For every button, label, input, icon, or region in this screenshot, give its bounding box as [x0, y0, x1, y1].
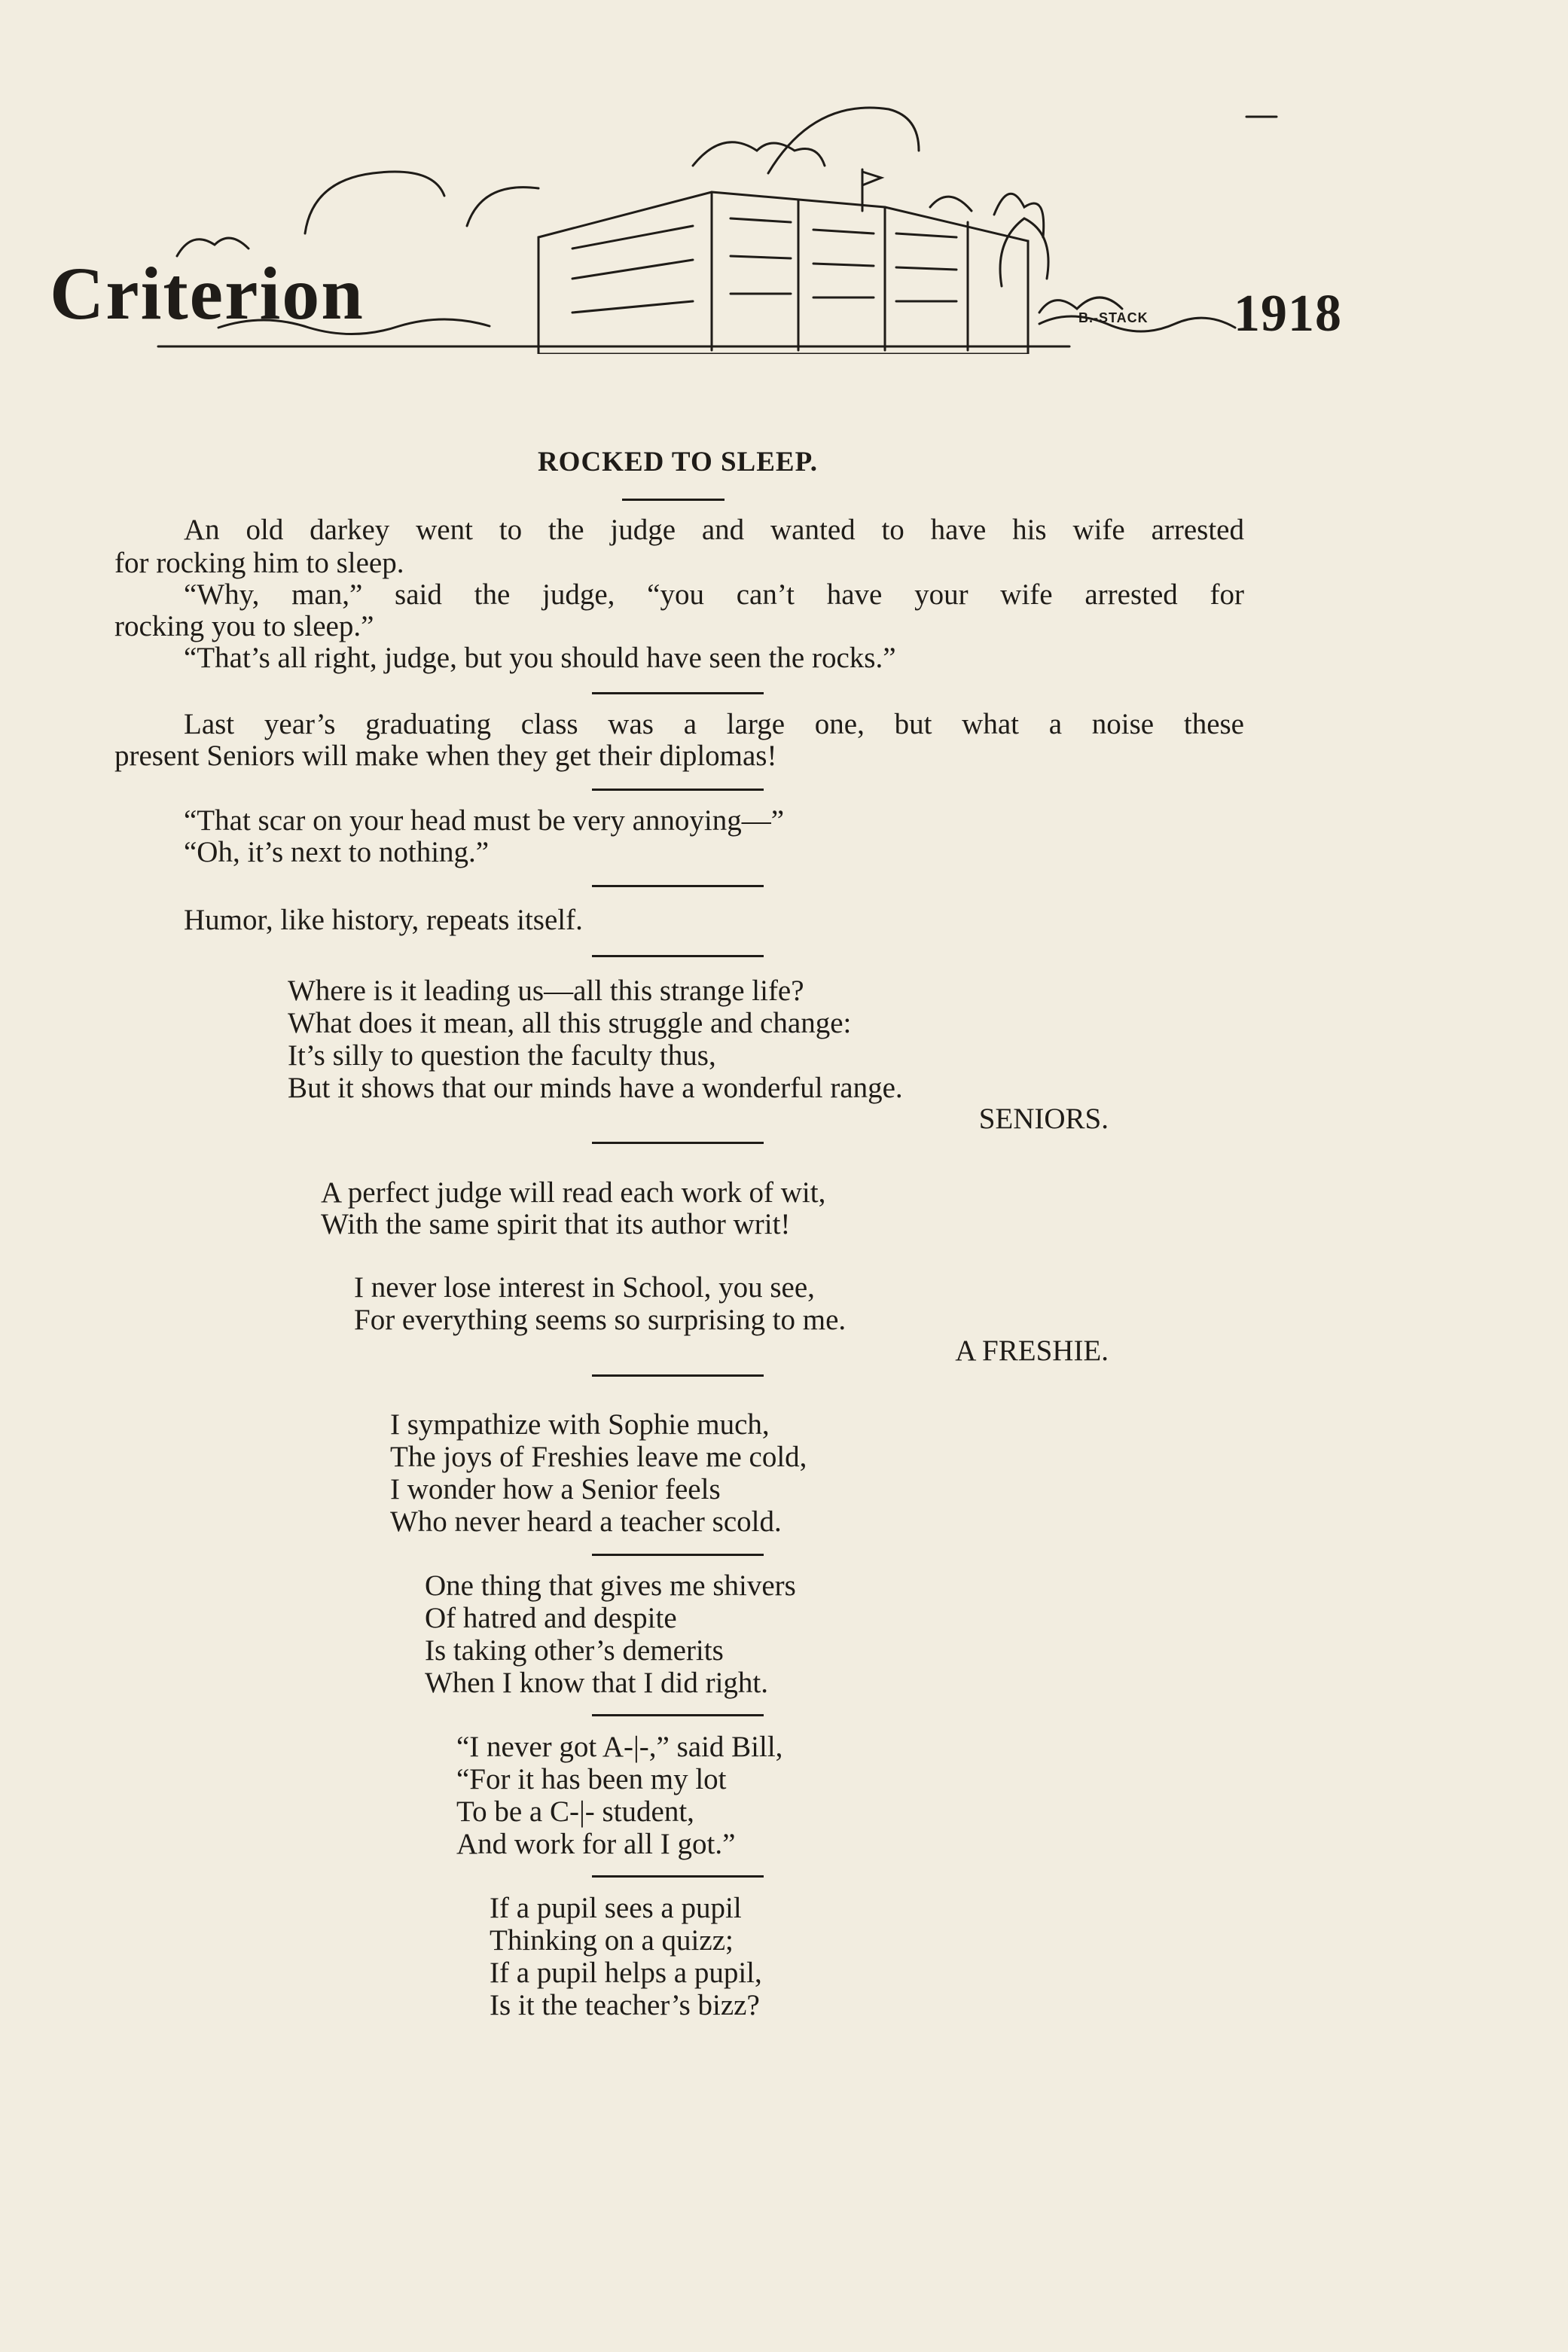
- divider: [592, 955, 764, 957]
- article-title: ROCKED TO SLEEP.: [537, 447, 819, 477]
- poem-line: Of hatred and despite: [425, 1602, 677, 1634]
- poem-line: “For it has been my lot: [456, 1763, 727, 1795]
- poem-line: A perfect judge will read each work of wit,: [321, 1176, 826, 1209]
- divider: [592, 692, 764, 694]
- poem-line: I never lose interest in School, you see,: [354, 1271, 815, 1304]
- masthead-title: Criterion: [50, 252, 365, 335]
- poem-line: Where is it leading us—all this strange life?: [288, 975, 804, 1007]
- poem-attribution: SENIORS.: [978, 1103, 1109, 1135]
- poem-line: But it shows that our minds have a wonderful range.: [288, 1072, 903, 1104]
- poem-line: It’s silly to question the faculty thus,: [288, 1039, 716, 1072]
- divider: [592, 1875, 764, 1878]
- divider: [592, 1142, 764, 1144]
- poem-line: The joys of Freshies leave me cold,: [390, 1441, 807, 1473]
- divider: [592, 1374, 764, 1377]
- poem-line: And work for all I got.”: [456, 1828, 736, 1860]
- divider: [622, 499, 725, 501]
- joke-line: “Oh, it’s next to nothing.”: [184, 836, 490, 868]
- poem-line: I sympathize with Sophie much,: [390, 1408, 770, 1441]
- poem-line: With the same spirit that its author writ!: [321, 1208, 791, 1240]
- article-line: An old darkey went to the judge and wanted to have his wife arrested: [184, 514, 1244, 546]
- article-line: “That’s all right, judge, but you should have seen the rocks.”: [184, 642, 896, 674]
- poem-line: I wonder how a Senior feels: [390, 1473, 721, 1505]
- masthead: [45, 98, 1342, 354]
- poem-line: For everything seems so surprising to me.: [354, 1304, 847, 1336]
- divider: [592, 885, 764, 887]
- joke-line: Last year’s graduating class was a large one, but what a noise these: [184, 708, 1244, 740]
- joke-line: Humor, like history, repeats itself.: [184, 904, 583, 936]
- poem-line: What does it mean, all this struggle and change:: [288, 1007, 852, 1039]
- article-line: for rocking him to sleep.: [114, 547, 404, 579]
- poem-line: If a pupil helps a pupil,: [490, 1957, 762, 1989]
- poem-line: If a pupil sees a pupil: [490, 1892, 742, 1924]
- joke-line: present Seniors will make when they get their diplomas!: [114, 740, 777, 772]
- poem-line: “I never got A-|-,” said Bill,: [456, 1731, 783, 1763]
- poem-line: Who never heard a teacher scold.: [390, 1505, 782, 1538]
- poem-attribution: A FRESHIE.: [955, 1335, 1109, 1367]
- poem-line: Is it the teacher’s bizz?: [490, 1989, 760, 2021]
- article-line: rocking you to sleep.”: [114, 610, 374, 642]
- poem-line: Thinking on a quizz;: [490, 1924, 734, 1957]
- divider: [592, 1554, 764, 1556]
- poem-line: When I know that I did right.: [425, 1667, 768, 1699]
- poem-line: To be a C-|- student,: [456, 1795, 694, 1828]
- divider: [592, 1714, 764, 1716]
- poem-line: One thing that gives me shivers: [425, 1570, 796, 1602]
- artist-signature: B.-STACK: [1078, 310, 1149, 325]
- article-line: “Why, man,” said the judge, “you can’t have your wife arrested for: [184, 578, 1244, 611]
- divider: [592, 789, 764, 791]
- masthead-year: 1918: [1234, 285, 1342, 343]
- poem-line: Is taking other’s demerits: [425, 1634, 724, 1667]
- joke-line: “That scar on your head must be very annoying—”: [184, 804, 785, 837]
